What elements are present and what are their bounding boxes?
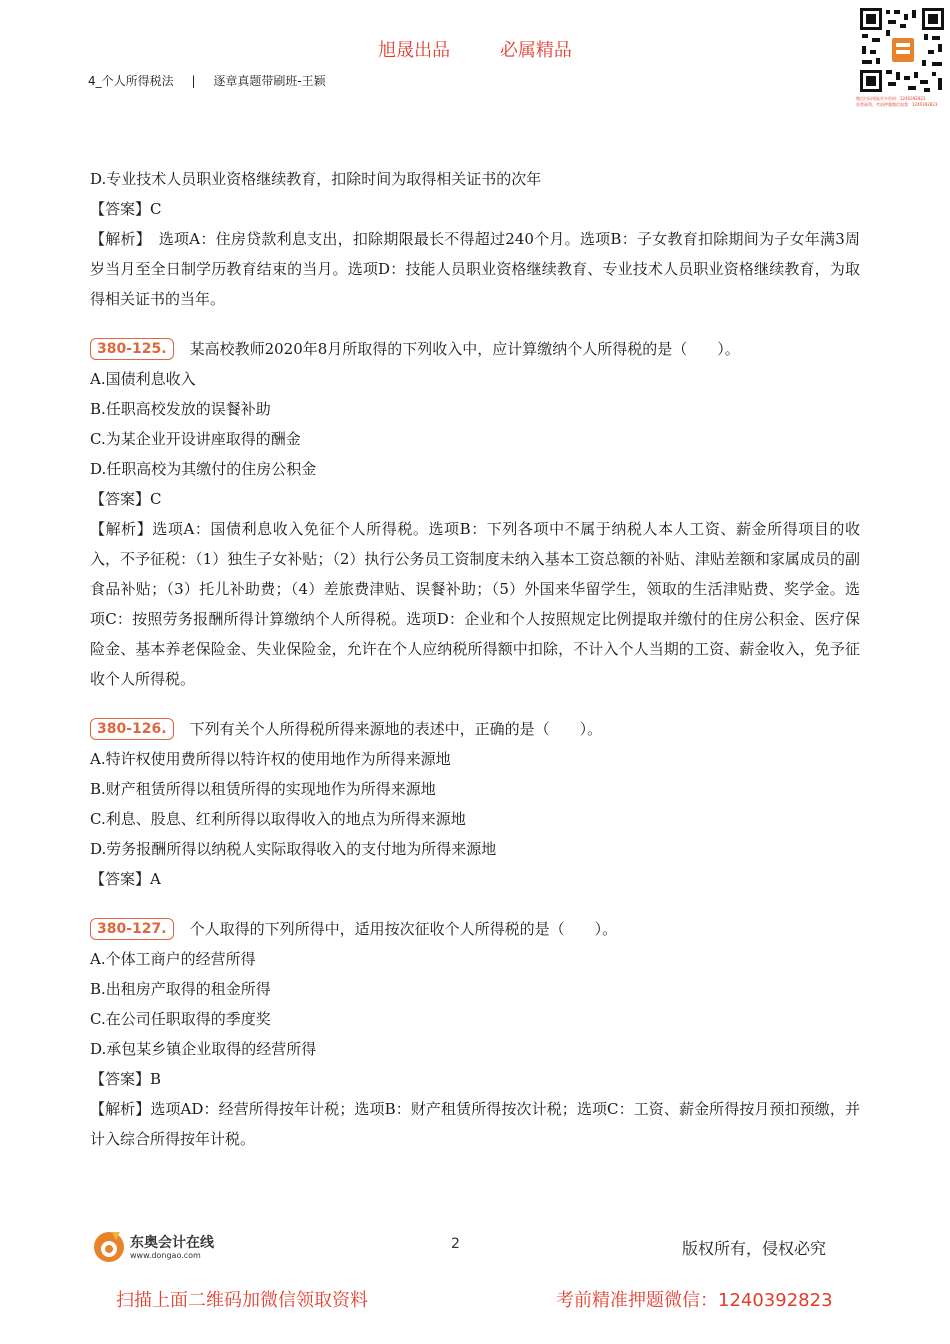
prev-analysis: 【解析】 选项A：住房贷款利息支出，扣除期限最长不得超过240个月。选项B：子女教育扣除期间为子女年满3周岁当月至全日制学历教育结束的当月。选项D：技能人员职业资格继续教育、专业技术人员职业资格继续教育，为取得相关证书的当年。: [90, 230, 860, 308]
question-stem: 某高校教师2020年8月所取得的下列收入中，应计算缴纳个人所得税的是（ ）。: [189, 340, 740, 358]
question-125: [90, 334, 860, 694]
option-d: D.任职高校为其缴付的住房公积金: [90, 460, 317, 478]
option-c: C.为某企业开设讲座取得的酬金: [90, 430, 301, 448]
question-stem-line: [90, 714, 860, 744]
question-stem: 个人取得的下列所得中，适用按次征收个人所得税的是（ ）。: [189, 920, 618, 938]
course-title: 逐章真题带刷班-王颖: [213, 74, 326, 88]
option-c: C.在公司任职取得的季度奖: [90, 1010, 271, 1028]
prev-option-d: D.专业技术人员职业资格继续教育，扣除时间为取得相关证书的次年: [90, 170, 542, 188]
question-stem: 下列有关个人所得税所得来源地的表述中，正确的是（ ）。: [189, 720, 603, 738]
option-a: A.国债利息收入: [90, 370, 196, 388]
promo-wechat: 考前精准押题微信：1240392823: [556, 1290, 833, 1311]
prev-answer: 【答案】C: [90, 200, 162, 218]
question-127: [90, 914, 860, 1154]
answer: 【答案】B: [90, 1070, 162, 1088]
header-slogan: [0, 36, 950, 62]
breadcrumb-separator: |: [191, 74, 196, 88]
option-a: A.特许权使用费所得以特许权的使用地作为所得来源地: [90, 750, 451, 768]
question-number-badge: 380-127.: [90, 918, 174, 940]
question-stem-line: [90, 914, 860, 944]
qr-code-icon: [858, 6, 946, 94]
analysis: 【解析】选项A：国债利息收入免征个人所得税。选项B：下列各项中不属于纳税人本人工资、薪金所得项目的收入，不予征税：（1）独生子女补贴；（2）执行公务员工资制度未纳入基本工资总额的补贴、津贴差额和家属成员的副食品补贴；（3）托儿补助费；（4）差旅费津贴、误餐补助；（5）外国来华留学生，领取的生活津贴费、奖学金。选项C：按照劳务报酬所得计算缴纳个人所得税。选项D：企业和个人按照规定比例提取并缴付的住房公积金、医疗保险金、基本养老保险金、失业保险金，允许在个人应纳税所得额中扣除，不计入个人当期的工资、薪金收入，免予征收个人所得税。: [90, 520, 860, 688]
option-b: B.财产租赁所得以租赁所得的实现地作为所得来源地: [90, 780, 436, 798]
logo-url: www.dongao.com: [130, 1251, 201, 1260]
chapter-title: 4_个人所得税法: [88, 74, 174, 88]
question-number-badge: 380-125.: [90, 338, 174, 360]
question-stem-line: [90, 334, 860, 364]
page-number: 2: [451, 1236, 460, 1252]
answer: 【答案】C: [90, 490, 162, 508]
answer: 【答案】A: [90, 870, 161, 888]
option-b: B.任职高校发放的误餐补助: [90, 400, 271, 418]
option-c: C.利息、股息、红利所得以取得收入的地点为所得来源地: [90, 810, 466, 828]
qr-caption: [856, 96, 950, 108]
breadcrumb: [88, 72, 326, 89]
dongao-logo-icon: [92, 1230, 126, 1264]
option-d: D.劳务报酬所得以纳税人实际取得收入的支付地为所得来源地: [90, 840, 497, 858]
page-content: [90, 164, 860, 1154]
option-a: A.个体工商户的经营所得: [90, 950, 256, 968]
analysis: 【解析】选项AD：经营所得按年计税；选项B：财产租赁所得按次计税；选项C：工资、薪金所得按月预扣预缴，并计入综合所得按年计税。: [90, 1100, 860, 1148]
question-126: [90, 714, 860, 894]
qr-caption-line-2: 免费福利，考前押题微信加我：1240392823: [856, 102, 938, 107]
slogan-right: 必属精品: [499, 40, 572, 61]
question-number-badge: 380-126.: [90, 718, 174, 740]
slogan-left: 旭晟出品: [378, 40, 451, 61]
option-d: D.承包某乡镇企业取得的经营所得: [90, 1040, 317, 1058]
promo-scan-qr: 扫描上面二维码加微信领取资料: [116, 1290, 368, 1311]
qr-caption-line-1: 微信扫码领取更多资料：1240392823: [856, 96, 926, 101]
logo-name: 东奥会计在线: [130, 1235, 214, 1251]
option-b: B.出租房产取得的租金所得: [90, 980, 271, 998]
dongao-logo: [92, 1228, 232, 1268]
copyright-notice: 版权所有，侵权必究: [682, 1239, 827, 1258]
